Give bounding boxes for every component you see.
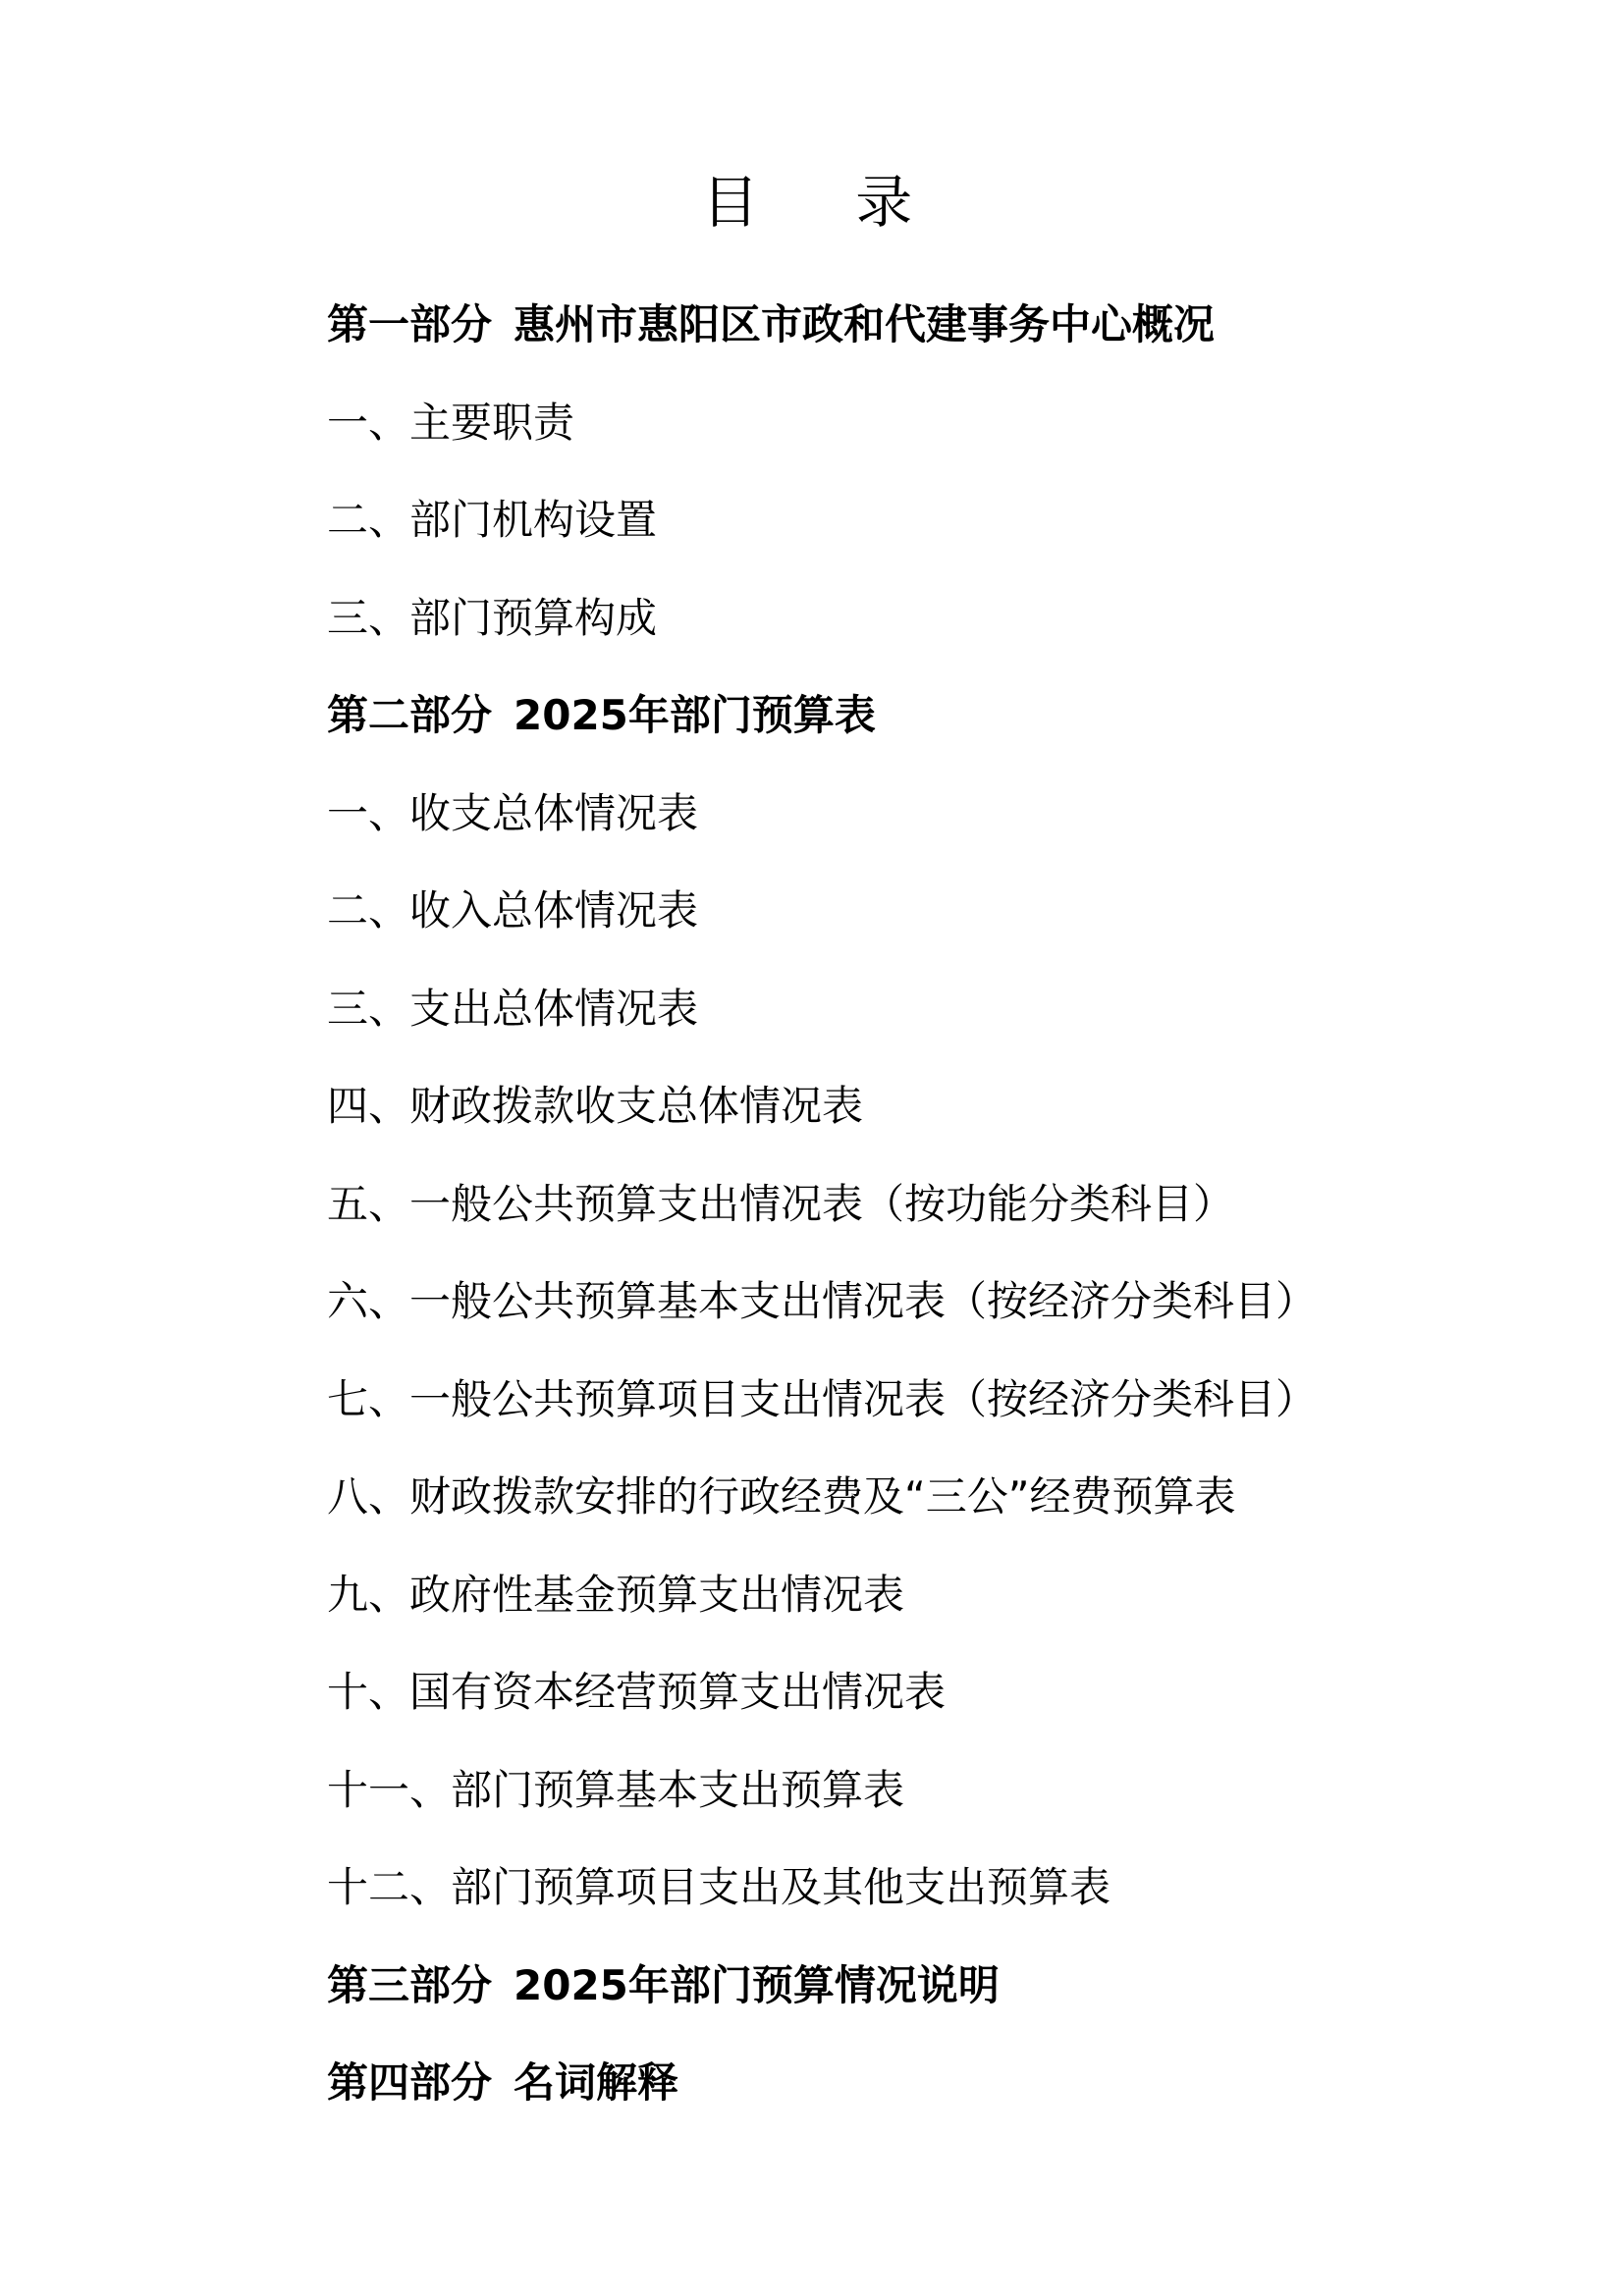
toc-entry-number: 一、 [327,788,410,837]
toc-entry-title: 收支总体情况表 [409,788,699,837]
toc-part-title: 惠州市惠阳区市政和代建事务中心概况 [514,300,1216,348]
toc-entry-title: 支出总体情况表 [409,984,699,1033]
toc-entry-number: 九、 [327,1570,410,1619]
toc-entry-title: 主要职责 [409,398,575,447]
toc-part-title: 2025年部门预算表 [514,691,876,739]
toc-entry-number: 六、 [327,1277,410,1325]
toc-entry [327,1070,1544,1168]
page-title: 目 录 [701,169,952,236]
toc-entry-title: 部门预算项目支出及其他支出预算表 [451,1863,1111,1911]
toc-entry-title: 财政拨款收支总体情况表 [409,1082,864,1130]
toc-entry-number: 二、 [327,886,410,934]
toc-entry [327,387,1544,485]
toc-entry [327,1754,1544,1852]
toc-entry-number: 五、 [327,1179,410,1228]
toc-entry [327,582,1544,680]
toc-entry-number: 十二、 [327,1863,452,1911]
toc-entry-title: 政府性基金预算支出情况表 [409,1570,905,1619]
toc-entry [327,1656,1544,1754]
toc-entry [327,1461,1544,1559]
toc-entry-number: 八、 [327,1472,410,1521]
toc-entry [327,1363,1544,1462]
toc-entry [327,1559,1544,1657]
toc-entry-number: 七、 [327,1374,410,1423]
toc-entry [327,1851,1544,1949]
toc-part-1 [327,289,1544,387]
toc-entry-title: 一般公共预算基本支出情况表（按经济分类科目） [409,1277,1318,1325]
toc-entry-title: 部门预算构成 [409,593,658,642]
toc-entry-number: 四、 [327,1082,410,1130]
table-of-contents [327,289,1544,2145]
toc-part-title: 名词解释 [514,2058,679,2107]
toc-entry [327,973,1544,1071]
toc-entry-title: 收入总体情况表 [409,886,699,934]
toc-part-3 [327,1949,1544,2048]
toc-entry-title: 部门机构设置 [409,496,658,544]
toc-entry-title: 一般公共预算支出情况表（按功能分类科目） [409,1179,1235,1228]
toc-entry-number: 三、 [327,593,410,642]
toc-entry-title: 一般公共预算项目支出情况表（按经济分类科目） [409,1374,1318,1423]
toc-entry-number: 十、 [327,1668,410,1716]
toc-part-title: 2025年部门预算情况说明 [514,1960,1000,2009]
toc-part-number: 第一部分 [327,300,493,348]
toc-part-number: 第四部分 [327,2058,493,2107]
toc-part-4 [327,2047,1544,2145]
toc-part-number: 第三部分 [327,1960,493,2009]
toc-entry-number: 十一、 [327,1765,452,1814]
toc-entry [327,777,1544,876]
toc-entry [327,1168,1544,1266]
toc-entry [327,484,1544,582]
toc-entry [327,875,1544,973]
toc-entry [327,1265,1544,1363]
toc-entry-number: 二、 [327,496,410,544]
toc-entry-number: 三、 [327,984,410,1033]
toc-part-2 [327,679,1544,777]
toc-entry-title: 部门预算基本支出预算表 [451,1765,905,1814]
toc-entry-title: 国有资本经营预算支出情况表 [409,1668,947,1716]
toc-part-number: 第二部分 [327,691,493,739]
toc-entry-title: 财政拨款安排的行政经费及“三公”经费预算表 [409,1472,1236,1521]
toc-entry-number: 一、 [327,398,410,447]
